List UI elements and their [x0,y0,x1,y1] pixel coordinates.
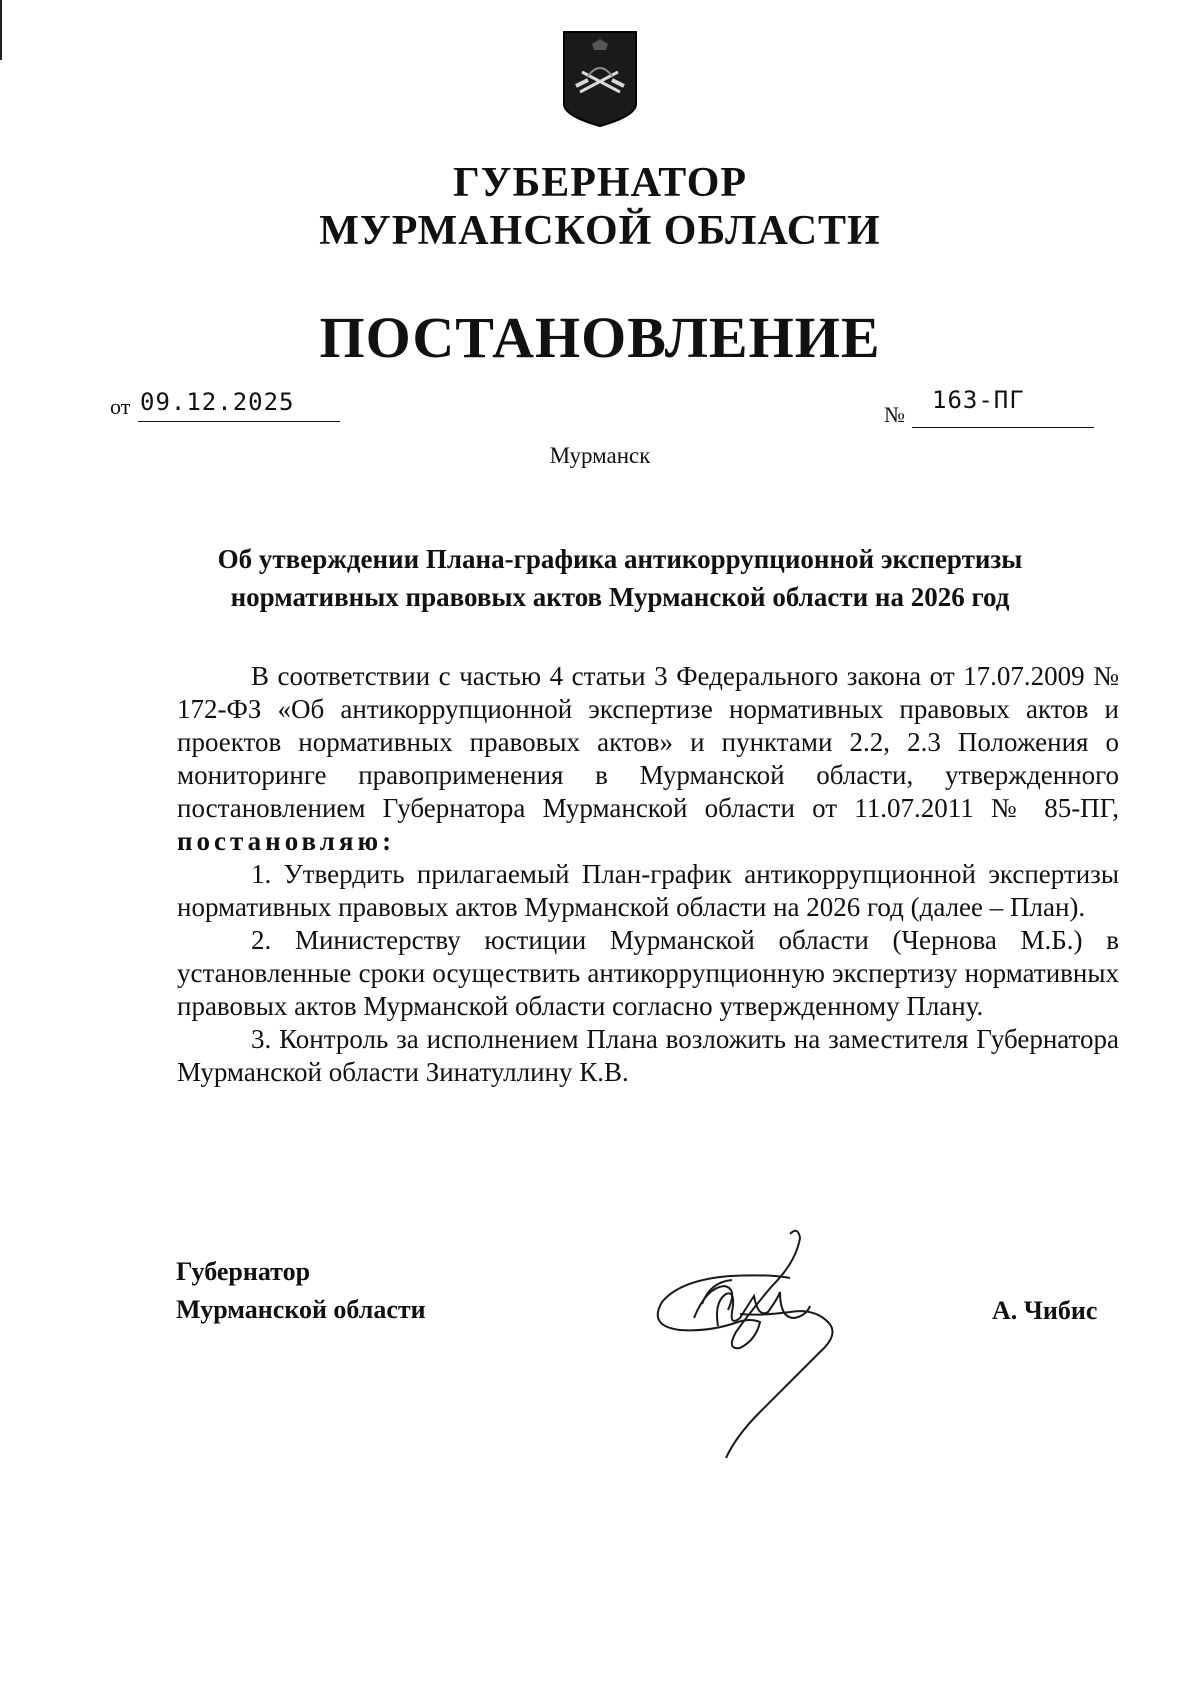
number-prefix: № [884,402,905,427]
decree-item-2: 2. Министерству юстиции Мурманской области (Чернова М.Б.) в установленные сроки осуществить антикоррупционную экспертизу нормативных правовых актов Мурманской области согласно утвержденному Плану. [177,925,1119,1021]
document-type: ПОСТАНОВЛЕНИЕ [319,305,881,370]
decree-number-field [884,384,1094,430]
signatory-title-line1: Губернатор [176,1257,311,1286]
decree-date: 09.12.2025 [140,388,295,416]
subject-line2: нормативных правовых актов Мурманской области на 2026 год [230,582,1010,612]
decree-date-field [110,388,340,424]
preamble-text: В соответствии с частью 4 статьи 3 Федерального закона от 17.07.2009 № 172-ФЗ «Об антикоррупционной экспертизе нормативных правовых актов и проектов нормативных правовых актов» и пунктами 2.2, 2.3 Положения о мониторинге правоприменения в Мурманской области, утвержденного постановлением Губернатора Мурманской области от 11.07.2011 № 85-ПГ, [177,661,1119,823]
decree-body [177,660,1119,1089]
issuer-title-line2: МУРМАНСКОЙ ОБЛАСТИ [319,208,881,254]
signatory-title [176,1253,426,1329]
preamble-paragraph [177,660,1119,858]
decree-item-3: 3. Контроль за исполнением Плана возложить на заместителя Губернатора Мурманской области Зинатуллину К.В. [177,1024,1119,1087]
signatory-title-line2: Мурманской области [176,1295,426,1324]
decree-number: 163-ПГ [932,386,1025,414]
issuer-title-line1: ГУБЕРНАТОР [452,160,748,206]
handwritten-signature-icon [640,1222,880,1462]
decree-word: постановляю: [177,826,396,856]
decree-subject [150,540,1090,616]
decree-item-1: 1. Утвердить прилагаемый План-график антикоррупционной экспертизы нормативных правовых актов Мурманской области на 2026 год (далее – План). [177,859,1119,922]
subject-line1: Об утверждении Плана-графика антикоррупционной экспертизы [217,544,1023,574]
signatory-name: А. Чибис [992,1296,1098,1325]
coat-of-arms-icon [562,30,638,128]
issue-city: Мурманск [549,443,651,468]
date-underline [138,421,340,422]
number-underline [912,427,1094,428]
date-prefix: от [110,394,131,419]
scan-edge-mark [0,0,2,60]
